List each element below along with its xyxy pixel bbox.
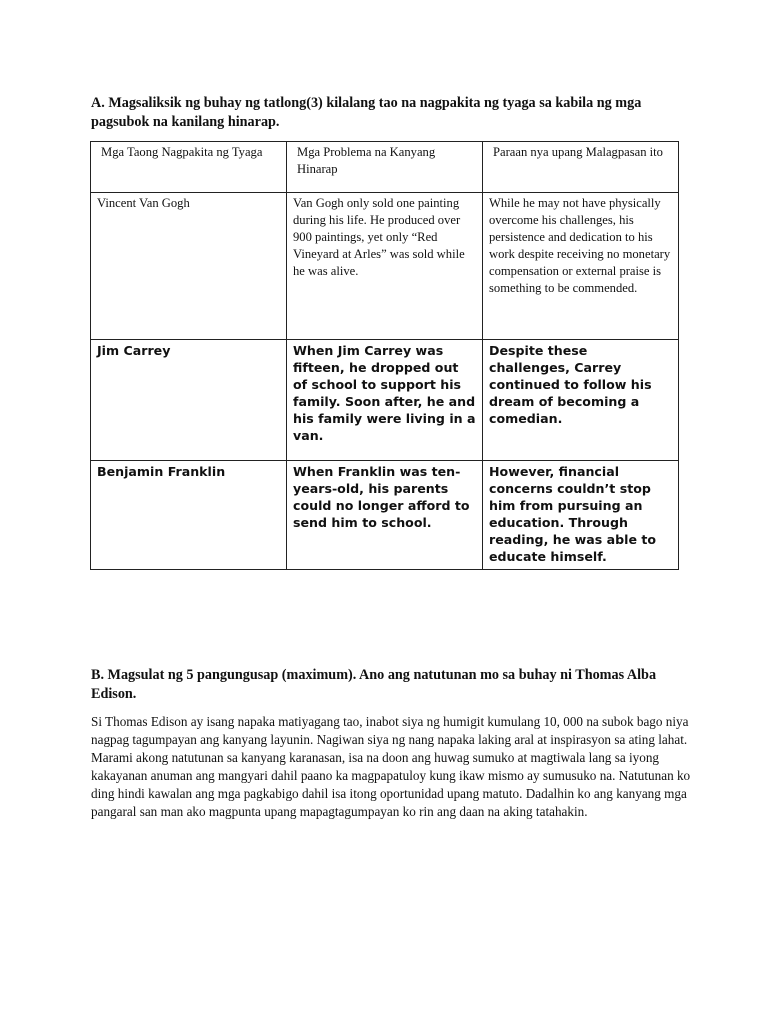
solution-cell: However, financial concerns couldn’t stop him from pursuing an education. Through reading, he was able to educate himself.	[483, 461, 679, 570]
solution-cell: While he may not have physically overcome his challenges, his persistence and dedication to his work despite receiving no monetary compensation or external praise is something to be commended.	[483, 193, 679, 340]
table-header-row	[91, 142, 679, 193]
person-name-cell: Benjamin Franklin	[91, 461, 287, 570]
research-table	[90, 141, 679, 570]
problem-cell: When Jim Carrey was fifteen, he dropped out of school to support his family. Soon after, he and his family were living in a van.	[287, 340, 483, 461]
header-cell-problems: Mga Problema na Kanyang Hinarap	[287, 142, 483, 193]
header-cell-people: Mga Taong Nagpakita ng Tyaga	[91, 142, 287, 193]
answer-paragraph: Si Thomas Edison ay isang napaka matiyagang tao, inabot siya ng humigit kumulang 10, 000 na subok bago niya nagpag tagumpayan ang kanyang layunin. Nagiwan siya ng nang napaka laking aral at inspirasyon sa ating lahat. Marami akong natutunan sa kanyang karanasan, isa na doon ang huwag sumuko at magtiwala lang sa iyong kakayanan anuman ang mangyari dahil paano ka magpapatuloy kung ikaw mismo ay sumusuko na. Natutunan ko ding hindi kawalan ang mga pagkabigo dahil isa itong oportunidad upang matuto. Dadalhin ko ang kanyang mga pangaral san man ako magpunta upang mapagtagumpayan ko rin ang daan na aking tatahakin.	[91, 714, 691, 819]
person-name-cell: Jim Carrey	[91, 340, 287, 461]
table-row	[91, 461, 679, 570]
person-name-cell: Vincent Van Gogh	[91, 193, 287, 340]
problem-cell: When Franklin was ten-years-old, his parents could no longer afford to send him to school.	[287, 461, 483, 570]
problem-cell: Van Gogh only sold one painting during his life. He produced over 900 paintings, yet only “Red Vineyard at Arles” was sold while he was alive.	[287, 193, 483, 340]
section-a-heading: A. Magsaliksik ng buhay ng tatlong(3) kilalang tao na nagpakita ng tyaga sa kabila ng mga pagsubok na kanilang hinarap.	[91, 95, 642, 130]
header-cell-solutions: Paraan nya upang Malagpasan ito	[483, 142, 679, 193]
table-row	[91, 193, 679, 340]
table-row	[91, 340, 679, 461]
section-b-heading: B. Magsulat ng 5 pangungusap (maximum). Ano ang natutunan mo sa buhay ni Thomas Alba Edison.	[91, 667, 657, 702]
solution-cell: Despite these challenges, Carrey continued to follow his dream of becoming a comedian.	[483, 340, 679, 461]
